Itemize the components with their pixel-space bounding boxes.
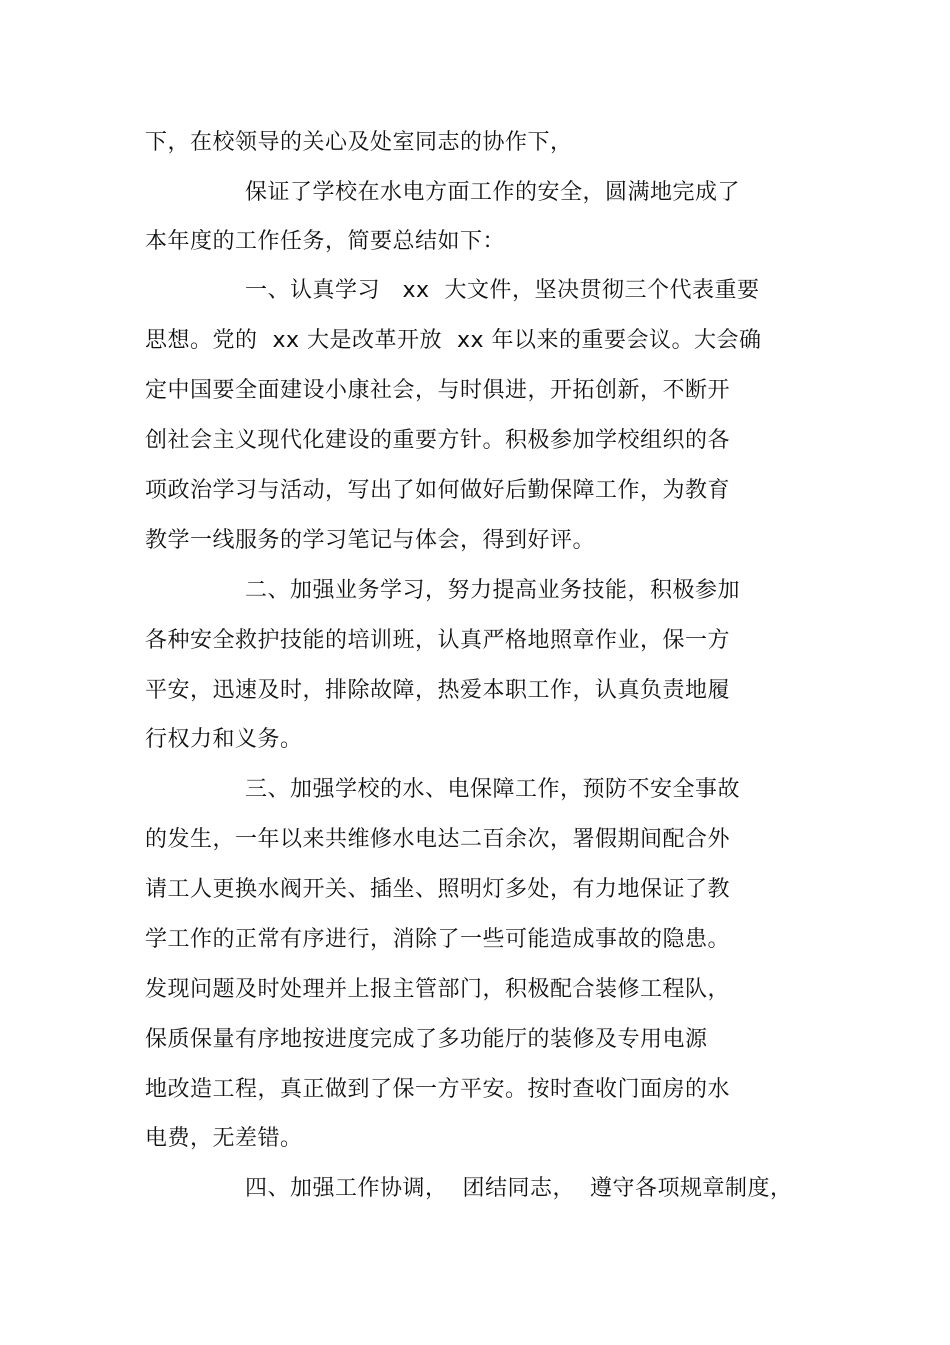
paragraph-start: 保证了学校在水电方面工作的安全，圆满地完成了: [245, 180, 741, 205]
text-line: 项政治学习与活动，写出了如何做好后勤保障工作，为教育: [145, 478, 731, 503]
text-line: 教学一线服务的学习笔记与体会，得到好评。: [145, 528, 596, 553]
paragraph-start: 二、加强业务学习，努力提高业务技能，积极参加: [245, 578, 741, 603]
text-line: 学工作的正常有序进行，消除了一些可能造成事故的隐患。: [145, 927, 731, 952]
text-line: 下，在校领导的关心及处室同志的协作下，: [145, 130, 573, 155]
text-line: 思想。党的 xx 大是改革开放 xx 年以来的重要会议。大会确: [145, 328, 762, 353]
text-line: 行权力和义务。: [145, 727, 303, 752]
text-line: 的发生，一年以来共维修水电达二百余次，署假期间配合外: [145, 827, 731, 852]
text-line: 保质保量有序地按进度完成了多功能厅的装修及专用电源: [145, 1027, 708, 1052]
text-line: 创社会主义现代化建设的重要方针。积极参加学校组织的各: [145, 428, 731, 453]
text-line: 各种安全救护技能的培训班，认真严格地照章作业，保一方: [145, 628, 731, 653]
text-line: 本年度的工作任务，简要总结如下：: [145, 229, 506, 254]
text-line: 发现问题及时处理并上报主管部门，积极配合装修工程队，: [145, 977, 731, 1002]
text-line: 定中国要全面建设小康社会，与时俱进，开拓创新，不断开: [145, 378, 731, 403]
text-line: 请工人更换水阀开关、插坐、照明灯多处，有力地保证了教: [145, 877, 731, 902]
text-line: 平安，迅速及时，排除故障，热爱本职工作，认真负责地履: [145, 678, 731, 703]
text-line: 电费，无差错。: [145, 1126, 303, 1151]
paragraph-start: 四、加强工作协调， 团结同志， 遵守各项规章制度，: [245, 1176, 793, 1201]
paragraph-start: 三、加强学校的水、电保障工作，预防不安全事故: [245, 777, 741, 802]
paragraph-start: 一、认真学习 xx 大文件，坚决贯彻三个代表重要: [245, 278, 760, 303]
text-line: 地改造工程，真正做到了保一方平安。按时查收门面房的水: [145, 1077, 731, 1102]
